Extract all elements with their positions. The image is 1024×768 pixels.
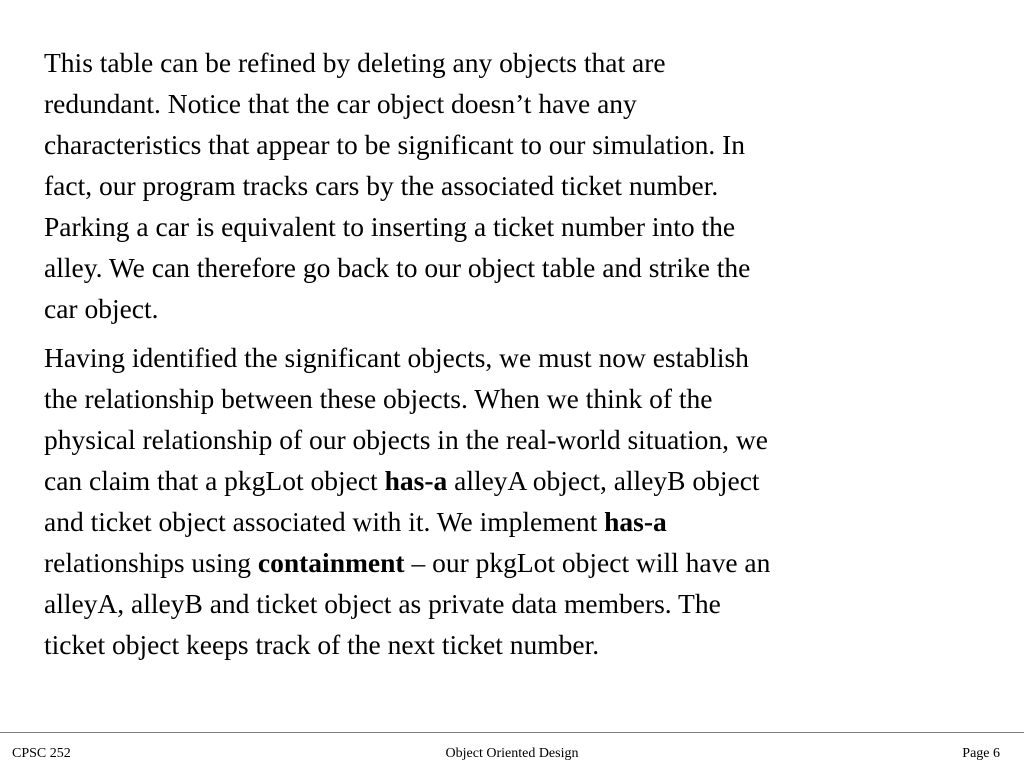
text-line: the relationship between these objects. When we think of the — [44, 383, 713, 414]
slide-footer — [0, 744, 1024, 764]
text-line: fact, our program tracks cars by the associated ticket number. — [44, 170, 719, 201]
text-line: Having identified the significant objects, we must now establish — [44, 342, 749, 373]
term-containment: containment — [257, 547, 405, 578]
term-has-a: has-a — [604, 506, 667, 537]
footer-divider — [0, 732, 1024, 733]
text-run: and ticket object associated with it. We implement — [44, 506, 605, 537]
text-line: This table can be refined by deleting any objects that are — [44, 47, 666, 78]
term-has-a: has-a — [384, 465, 448, 496]
text-line: physical relationship of our objects in the real-world situation, we — [44, 424, 768, 455]
footer-title: Object Oriented Design — [445, 746, 579, 761]
text-run: alleyA object, alleyB object — [447, 465, 760, 496]
text-run: – our pkgLot object will have an — [404, 547, 771, 578]
text-line: redundant. Notice that the car object doesn’t have any — [44, 88, 637, 119]
footer-course: CPSC 252 — [12, 746, 71, 761]
paragraph-relationships — [44, 337, 964, 665]
text-line: alley. We can therefore go back to our object table and strike the — [44, 252, 751, 283]
text-line: car object. — [44, 293, 159, 324]
text-run: relationships using — [44, 547, 258, 578]
text-line: characteristics that appear to be significant to our simulation. In — [44, 129, 746, 160]
text-line — [44, 542, 964, 583]
text-line: Parking a car is equivalent to inserting a ticket number into the — [44, 211, 736, 242]
text-line: alleyA, alleyB and ticket object as private data members. The — [44, 588, 721, 619]
text-line — [44, 501, 964, 542]
slide-body — [44, 42, 964, 665]
text-run: can claim that a pkgLot object — [44, 465, 385, 496]
text-line — [44, 460, 964, 501]
footer-page-number: Page 6 — [962, 746, 1000, 761]
paragraph-refine-table — [44, 42, 964, 329]
text-line: ticket object keeps track of the next ticket number. — [44, 629, 600, 660]
